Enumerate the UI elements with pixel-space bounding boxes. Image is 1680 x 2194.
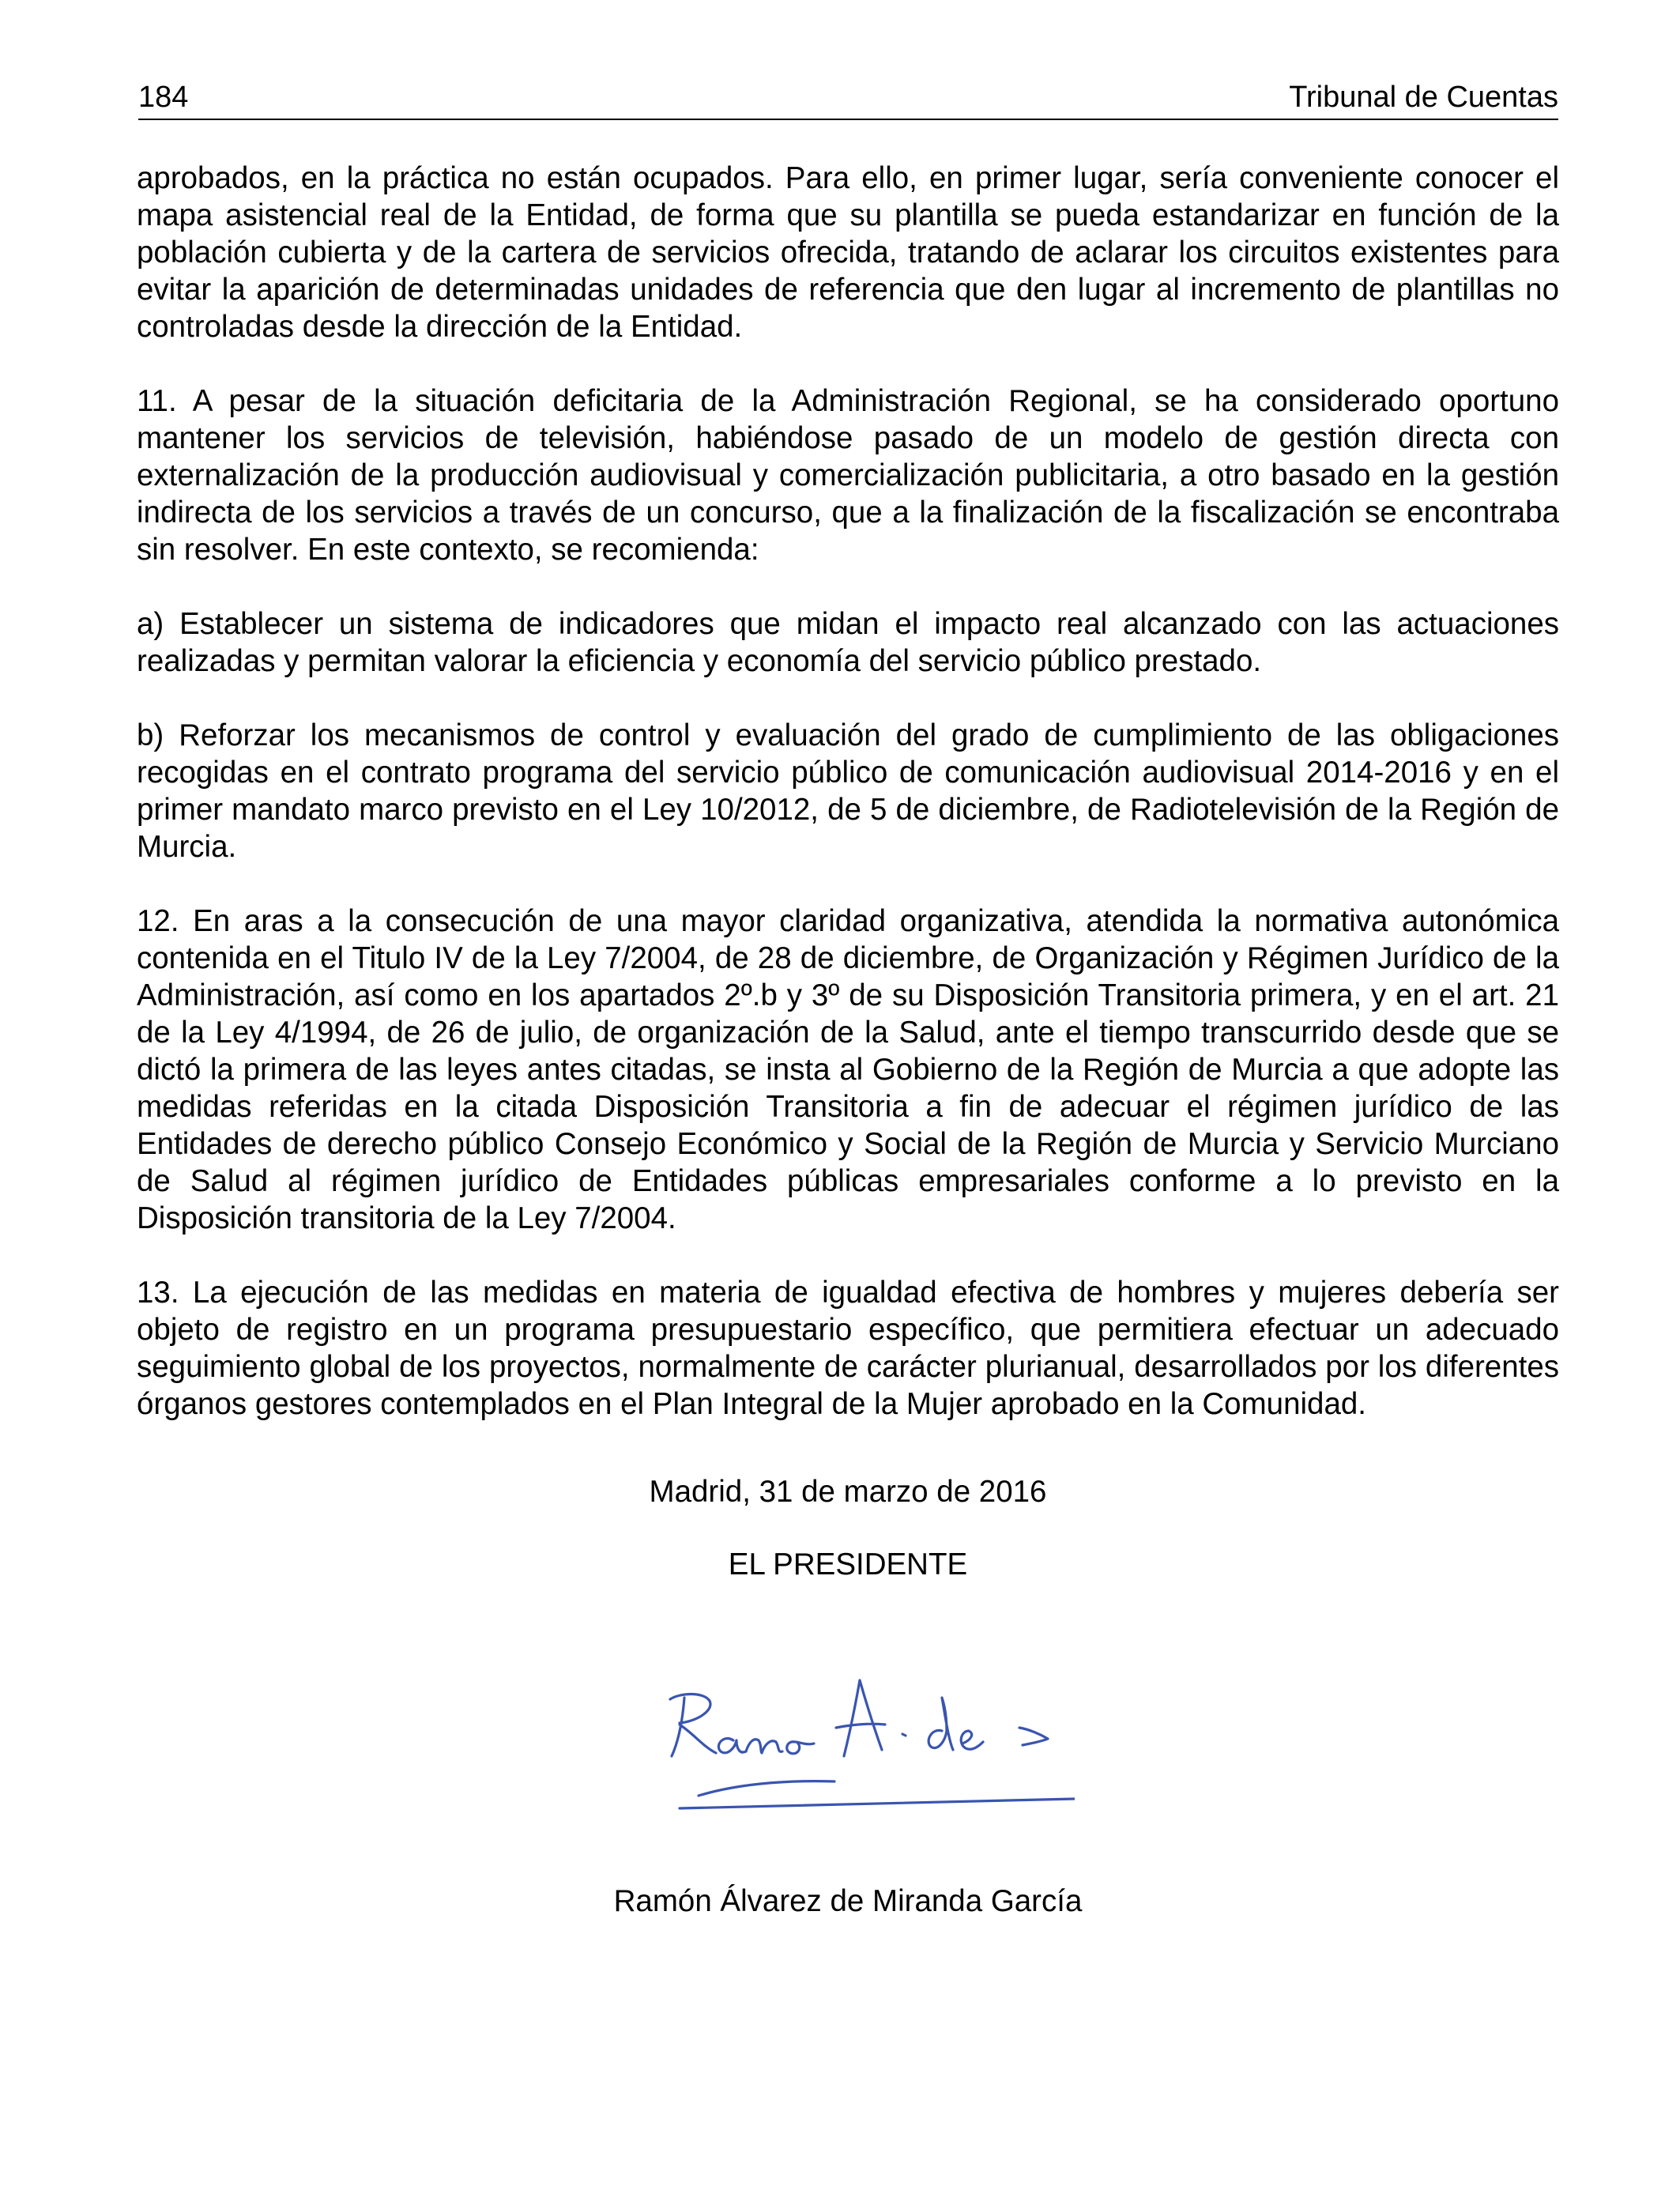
paragraph-13: 13. La ejecución de las medidas en materia de igualdad efectiva de hombres y mujeres debería ser objeto de registro en un programa presupuestario específico, que permitiera efectuar un adecuado seguimiento global de los proyectos, normalmente de carácter plurianual, desarrollados por los diferentes órganos gestores contemplados en el Plan Integral de la Mujer aprobado en la Comunidad. xyxy=(137,1276,1559,1421)
handwritten-signature xyxy=(648,1652,1075,1834)
place-date: Madrid, 31 de marzo de 2016 xyxy=(649,1475,1047,1509)
signer-title: EL PRESIDENTE xyxy=(728,1547,968,1581)
body-text xyxy=(137,160,1559,1460)
paragraph-continuation: aprobados, en la práctica no están ocupados. Para ello, en primer lugar, sería conveniente conocer el mapa asistencial real de la Entidad, de forma que su plantilla se pueda estandarizar en función de la población cubierta y de la cartera de servicios ofrecida, tratando de aclarar los circuitos existentes para evitar la aparición de determinadas unidades de referencia que den lugar al incremento de plantillas no controladas desde la dirección de la Entidad. xyxy=(137,161,1559,344)
paragraph-11: 11. A pesar de la situación deficitaria de la Administración Regional, se ha considerado oportuno mantener los servicios de televisión, habiéndose pasado de un modelo de gestión directa con externalización de la producción audiovisual y comercialización publicitaria, a otro basado en la gestión indirecta de los servicios a través de un concurso, que a la finalización de la fiscalización se encontraba sin resolver. En este contexto, se recomienda: xyxy=(137,384,1559,567)
page-number: 184 xyxy=(138,81,189,114)
running-title: Tribunal de Cuentas xyxy=(1289,81,1558,114)
header-rule xyxy=(138,119,1558,120)
paragraph-11a: a) Establecer un sistema de indicadores que midan el impacto real alcanzado con las actuaciones realizadas y permitan valorar la eficiencia y economía del servicio público prestado. xyxy=(137,607,1559,678)
paragraph-12: 12. En aras a la consecución de una mayor claridad organizativa, atendida la normativa autonómica contenida en el Titulo IV de la Ley 7/2004, de 28 de diciembre, de Organización y Régimen Jurídico de la Administración, así como en los apartados 2º.b y 3º de su Disposición Transitoria primera, y en el art. 21 de la Ley 4/1994, de 26 de julio, de organización de la Salud, ante el tiempo transcurrido desde que se dictó la primera de las leyes antes citadas, se insta al Gobierno de la Región de Murcia a que adopte las medidas referidas en la citada Disposición Transitoria a fin de adecuar el régimen jurídico de las Entidades de derecho público Consejo Económico y Social de la Región de Murcia y Servicio Murciano de Salud al régimen jurídico de Entidades públicas empresariales conforme a lo previsto en la Disposición transitoria de la Ley 7/2004. xyxy=(137,904,1559,1235)
page-header xyxy=(138,76,1558,119)
paragraph-11b: b) Reforzar los mecanismos de control y evaluación del grado de cumplimiento de las obligaciones recogidas en el contrato programa del servicio público de comunicación audiovisual 2014-2016 y en el primer mandato marco previsto en el Ley 10/2012, de 5 de diciembre, de Radiotelevisión de la Región de Murcia. xyxy=(137,718,1559,864)
signer-name: Ramón Álvarez de Miranda García xyxy=(613,1884,1083,1918)
